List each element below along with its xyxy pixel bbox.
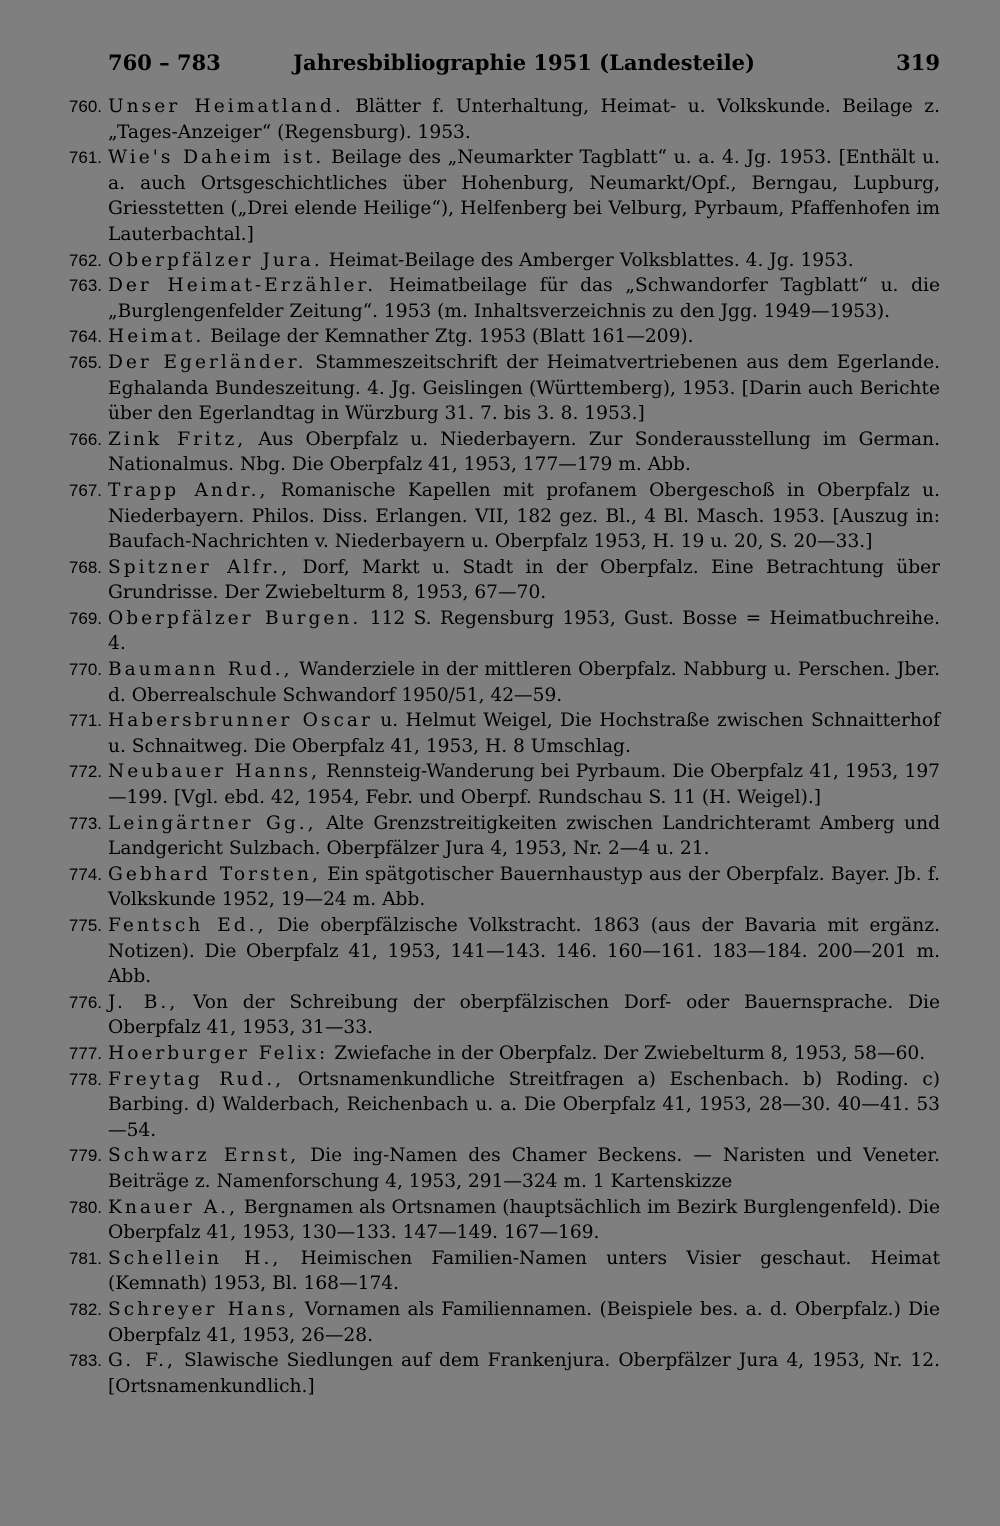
- entry-number: 772.: [68, 762, 102, 782]
- entry-text: [108, 478, 940, 555]
- bibliography-entry: [40, 862, 940, 913]
- entry-text: [108, 1297, 940, 1348]
- bibliography-entry: [40, 759, 940, 810]
- page-title: Jahresbibliographie 1951 (Landesteile): [293, 50, 755, 75]
- entry-author: Spitzner Alfr.,: [108, 556, 291, 578]
- entry-text: [108, 273, 940, 324]
- entry-body: Slawische Siedlungen auf dem Frankenjura. Oberpfälzer Jura 4, 1953, Nr. 12. [Ortsnamenkundlich.]: [108, 1350, 940, 1397]
- entry-author: Unser Heimatland.: [108, 96, 344, 117]
- bibliography-entry: [40, 708, 940, 759]
- entry-body: Wanderziele in der mittleren Oberpfalz. Nabburg u. Perschen. Jber. d. Oberrealschule Schwandorf 1950/51, 42—59.: [108, 659, 940, 706]
- entry-author: Oberpfälzer Jura.: [108, 249, 323, 271]
- entry-number: 771.: [68, 711, 102, 731]
- entry-number: 779.: [68, 1146, 102, 1166]
- entry-body: Beilage des „Neumarkter Tagblatt“ u. a. 4. Jg. 1953. [Enthält u. a. auch Ortsgeschichtliches über Hohenburg, Neumarkt/Opf., Berngau, Lupburg, Griesstetten („Drei elende Heilige“), Helfenberg bei Velburg, Pyrbaum, Pfaffenhofen im Lauterbachtal.]: [108, 147, 940, 245]
- entry-body: Die ing-Namen des Chamer Beckens. — Naristen und Veneter. Beiträge z. Namenforschung 4, 1953, 291—324 m. 1 Kartenskizze: [108, 1145, 940, 1192]
- bibliography-entry: [40, 1143, 940, 1194]
- entry-author: Habersbrunner Oscar: [108, 710, 373, 732]
- entry-body: Die oberpfälzische Volkstracht. 1863 (aus der Bavaria mit ergänz. Notizen). Die Oberpfalz 41, 1953, 141—143. 146. 160—161. 183—184. 200—201 m. Abb.: [108, 915, 940, 988]
- page-number: 319: [896, 50, 940, 75]
- entry-author: Fentsch Ed.,: [108, 915, 267, 936]
- entry-text: [108, 1195, 940, 1246]
- entry-text: [108, 759, 940, 810]
- entry-number: 770.: [68, 660, 102, 680]
- entry-author: Freytag Rud.,: [108, 1068, 285, 1090]
- bibliography-entry: [40, 811, 940, 862]
- page-header: [108, 48, 940, 78]
- entry-body: Bergnamen als Ortsnamen (hauptsächlich im Bezirk Burglengenfeld). Die Oberpfalz 41, 1953, 130—133. 147—149. 167—169.: [108, 1196, 940, 1244]
- entry-author: Schwarz Ernst,: [108, 1145, 300, 1167]
- bibliography-entry: [40, 273, 940, 324]
- entry-body: Heimat-Beilage des Amberger Volksblattes. 4. Jg. 1953.: [328, 249, 854, 271]
- entry-author: J. B.,: [108, 991, 179, 1013]
- bibliography-entry: [40, 478, 940, 555]
- entry-body: Aus Oberpfalz u. Niederbayern. Zur Sonderausstellung im German. Nationalmus. Nbg. Die Oberpfalz 41, 1953, 177—179 m. Abb.: [108, 428, 941, 476]
- bibliography-entry: [40, 1246, 940, 1297]
- entry-number: 781.: [68, 1248, 102, 1268]
- bibliography-entry: [40, 94, 940, 145]
- entry-number: 768.: [68, 557, 102, 577]
- entry-author: Heimat.: [108, 326, 205, 348]
- entry-body: Ein spätgotischer Bauernhaustyp aus der Oberpfalz. Bayer. Jb. f. Volkskunde 1952, 19—24 m. Abb.: [108, 863, 940, 911]
- entry-number: 769.: [68, 608, 102, 628]
- entry-number: 777.: [68, 1043, 102, 1063]
- entry-text: [108, 1348, 940, 1399]
- entry-author: Trapp Andr.,: [108, 479, 269, 501]
- bibliography-list: [40, 94, 940, 1399]
- bibliography-entry: [40, 1297, 940, 1348]
- entry-text: [108, 555, 940, 606]
- entry-text: [108, 811, 940, 862]
- entry-body: 112 S. Regensburg 1953, Gust. Bosse = Heimatbuchreihe. 4.: [108, 607, 940, 655]
- entry-number: 776.: [68, 992, 102, 1012]
- bibliography-entry: [40, 350, 940, 427]
- entry-body: Rennsteig-Wanderung bei Pyrbaum. Die Oberpfalz 41, 1953, 197—199. [Vgl. ebd. 42, 1954, Febr. und Oberpf. Rundschau S. 11 (H. Weigel).]: [108, 761, 940, 809]
- entry-body: Heimischen Familien-Namen unters Visier geschaut. Heimat (Kemnath) 1953, Bl. 168—174.: [108, 1247, 940, 1295]
- entry-body: Zwiefache in der Oberpfalz. Der Zwiebelturm 8, 1953, 58—60.: [334, 1042, 926, 1064]
- entry-author: Wie's Daheim ist.: [108, 147, 325, 169]
- entry-text: [108, 350, 940, 427]
- entry-text: [108, 913, 940, 990]
- bibliography-entry: [40, 990, 940, 1041]
- entry-body: Alte Grenzstreitigkeiten zwischen Landrichteramt Amberg und Landgericht Sulzbach. Oberpfälzer Jura 4, 1953, Nr. 2—4 u. 21.: [108, 812, 940, 860]
- entry-author: Schreyer Hans,: [108, 1298, 298, 1320]
- bibliography-entry: [40, 1348, 940, 1399]
- entry-author: Leingärtner Gg.,: [108, 812, 317, 834]
- entry-author: Knauer A.,: [108, 1196, 238, 1218]
- entry-body: Beilage der Kemnather Ztg. 1953 (Blatt 161—209).: [210, 326, 694, 348]
- entry-author: Oberpfälzer Burgen.: [108, 607, 362, 629]
- entry-number: 766.: [68, 429, 102, 449]
- entry-text: [108, 248, 940, 274]
- bibliography-entry: [40, 657, 940, 708]
- bibliography-entry: [40, 248, 940, 274]
- bibliography-entry: [40, 427, 940, 478]
- entry-number: 764.: [68, 327, 102, 347]
- entry-number: 762.: [68, 250, 102, 270]
- entry-text: [108, 990, 940, 1041]
- entry-text: [108, 1143, 940, 1194]
- entry-body: Blätter f. Unterhaltung, Heimat- u. Volkskunde. Beilage z. „Tages-Anzeiger“ (Regensburg). 1953.: [108, 96, 940, 143]
- entry-text: [108, 324, 940, 350]
- bibliography-entry: [40, 1195, 940, 1246]
- entry-number: 783.: [68, 1351, 102, 1371]
- entry-body: Dorf, Markt u. Stadt in der Oberpfalz. Eine Betrachtung über Grundrisse. Der Zwiebelturm 8, 1953, 67—70.: [108, 556, 940, 604]
- bibliography-entry: [40, 606, 940, 657]
- entry-number: 760.: [68, 97, 102, 116]
- entry-number: 780.: [68, 1197, 102, 1217]
- entry-number: 761.: [68, 148, 102, 168]
- entry-author: Neubauer Hanns,: [108, 761, 321, 783]
- entry-text: [108, 606, 940, 657]
- bibliography-entry: [40, 1067, 940, 1144]
- entry-number: 774.: [68, 864, 102, 884]
- entry-text: [108, 1246, 940, 1297]
- bibliography-entry: [40, 1041, 940, 1067]
- entry-text: [108, 708, 940, 759]
- entry-author: Baumann Rud.,: [108, 659, 293, 681]
- entry-number: 778.: [68, 1069, 102, 1089]
- entry-author: G. F.,: [108, 1350, 176, 1372]
- entry-text: [108, 427, 940, 478]
- entry-number: 782.: [68, 1299, 102, 1319]
- entry-number: 763.: [68, 276, 102, 296]
- entry-body: Heimatbeilage für das „Schwandorfer Tagblatt“ u. die „Burglengenfelder Zeitung“. 1953 (m. Inhaltsverzeichnis zu den Jgg. 1949—1953).: [108, 275, 940, 322]
- bibliography-entry: [40, 913, 940, 990]
- entry-number: 765.: [68, 352, 102, 372]
- entry-text: [108, 1041, 940, 1067]
- entry-body: Stammeszeitschrift der Heimatvertriebenen aus dem Egerlande. Eghalanda Bundeszeitung. 4. Jg. Geislingen (Württemberg), 1953. [Darin auch Berichte über den Egerlandtag in Würzburg 31. 7. bis 3. 8. 1953.]: [108, 351, 941, 425]
- entry-author: Schellein H.,: [108, 1247, 282, 1269]
- entry-author: Der Heimat-Erzähler.: [108, 275, 377, 297]
- entry-author: Der Egerländer.: [108, 351, 307, 373]
- entry-text: [108, 145, 940, 247]
- entry-number: 767.: [68, 480, 102, 500]
- entry-number: 775.: [68, 916, 102, 935]
- entry-range: 760 – 783: [108, 50, 221, 75]
- entry-number: 773.: [68, 813, 102, 833]
- entry-body: u. Helmut Weigel, Die Hochstraße zwischen Schnaitterhof u. Schnaitweg. Die Oberpfalz 41, 1953, H. 8 Umschlag.: [108, 710, 940, 757]
- entry-text: [108, 94, 940, 145]
- entry-text: [108, 657, 940, 708]
- entry-body: Vornamen als Familiennamen. (Beispiele bes. a. d. Oberpfalz.) Die Oberpfalz 41, 1953, 26—28.: [108, 1298, 940, 1346]
- entry-text: [108, 1067, 940, 1144]
- entry-author: Hoerburger Felix:: [108, 1042, 329, 1064]
- bibliography-entry: [40, 145, 940, 247]
- bibliography-entry: [40, 555, 940, 606]
- bibliography-entry: [40, 324, 940, 350]
- entry-body: Von der Schreibung der oberpfälzischen Dorf- oder Bauernsprache. Die Oberpfalz 41, 1953, 31—33.: [108, 991, 940, 1039]
- entry-text: [108, 862, 940, 913]
- entry-body: Ortsnamenkundliche Streitfragen a) Eschenbach. b) Roding. c) Barbing. d) Walderbach, Reichenbach u. a. Die Oberpfalz 41, 1953, 28—30. 40—41. 53—54.: [108, 1068, 940, 1141]
- entry-body: Romanische Kapellen mit profanem Obergeschoß in Oberpfalz u. Niederbayern. Philos. Diss. Erlangen. VII, 182 gez. Bl., 4 Bl. Masch. 1953. [Auszug in: Baufach-Nachrichten v. Niederbayern u. Oberpfalz 1953, H. 19 u. 20, S. 20—33.]: [108, 479, 940, 553]
- entry-author: Gebhard Torsten,: [108, 863, 321, 885]
- entry-author: Zink Fritz,: [108, 428, 247, 450]
